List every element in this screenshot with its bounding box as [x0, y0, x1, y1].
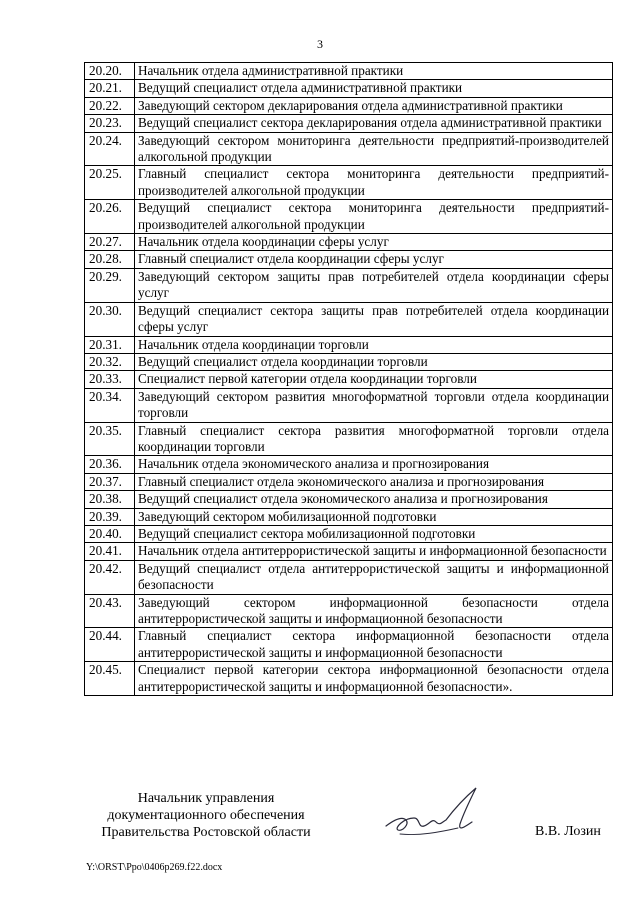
table-row [85, 80, 613, 97]
table-row [85, 268, 613, 302]
row-position-title: Заведующий сектором декларирования отдела административной практики [135, 97, 613, 114]
table-row [85, 336, 613, 353]
table-row [85, 662, 613, 696]
row-number: 20.32. [85, 353, 135, 370]
row-position-title: Заведующий сектором мониторинга деятельности предприятий-производителей алкогольной продукции [135, 132, 613, 166]
table-row [85, 543, 613, 560]
table-row [85, 473, 613, 490]
row-position-title: Главный специалист сектора информационной безопасности отдела антитеррористической защиты и информационной безопасности [135, 628, 613, 662]
row-position-title: Главный специалист отдела координации сферы услуг [135, 251, 613, 268]
row-position-title: Ведущий специалист сектора мониторинга деятельности предприятий-производителей алкогольной продукции [135, 200, 613, 234]
handwritten-signature [380, 782, 500, 852]
row-position-title: Ведущий специалист сектора мобилизационной подготовки [135, 525, 613, 542]
row-number: 20.27. [85, 234, 135, 251]
row-position-title: Заведующий сектором развития многоформатной торговли отдела координации торговли [135, 388, 613, 422]
row-position-title: Заведующий сектором защиты прав потребителей отдела координации сферы услуг [135, 268, 613, 302]
table-row [85, 132, 613, 166]
row-number: 20.41. [85, 543, 135, 560]
table-row [85, 371, 613, 388]
table-row [85, 525, 613, 542]
row-number: 20.43. [85, 594, 135, 628]
table-row [85, 115, 613, 132]
row-position-title: Главный специалист сектора мониторинга деятельности предприятий-производителей алкогольной продукции [135, 166, 613, 200]
table-row [85, 166, 613, 200]
row-position-title: Специалист первой категории отдела координации торговли [135, 371, 613, 388]
table-row [85, 628, 613, 662]
row-position-title: Специалист первой категории сектора информационной безопасности отдела антитеррористической защиты и информационной безопасности». [135, 662, 613, 696]
table-row [85, 422, 613, 456]
row-number: 20.33. [85, 371, 135, 388]
row-number: 20.44. [85, 628, 135, 662]
row-position-title: Главный специалист сектора развития многоформатной торговли отдела координации торговли [135, 422, 613, 456]
table-row [85, 63, 613, 80]
table-row [85, 456, 613, 473]
row-position-title: Заведующий сектором информационной безопасности отдела антитеррористической защиты и информационной безопасности [135, 594, 613, 628]
row-number: 20.23. [85, 115, 135, 132]
signatory-title [84, 790, 328, 841]
row-position-title: Заведующий сектором мобилизационной подготовки [135, 508, 613, 525]
file-path: Y:\ORST\Ppo\0406p269.f22.docx [86, 862, 223, 873]
row-position-title: Начальник отдела координации сферы услуг [135, 234, 613, 251]
row-number: 20.28. [85, 251, 135, 268]
row-number: 20.24. [85, 132, 135, 166]
page-number: 3 [317, 37, 323, 51]
table-row [85, 594, 613, 628]
table-row [85, 388, 613, 422]
row-number: 20.45. [85, 662, 135, 696]
row-position-title: Ведущий специалист отдела координации торговли [135, 353, 613, 370]
row-number: 20.38. [85, 491, 135, 508]
row-position-title: Начальник отдела экономического анализа и прогнозирования [135, 456, 613, 473]
table-row [85, 302, 613, 336]
signatory-title-line3: Правительства Ростовской области [101, 825, 311, 840]
row-position-title: Ведущий специалист отдела административной практики [135, 80, 613, 97]
table-row [85, 508, 613, 525]
signatory-title-line2: документационного обеспечения [107, 808, 305, 823]
row-number: 20.29. [85, 268, 135, 302]
row-number: 20.34. [85, 388, 135, 422]
row-position-title: Ведущий специалист сектора декларирования отдела административной практики [135, 115, 613, 132]
row-number: 20.42. [85, 560, 135, 594]
row-position-title: Начальник отдела антитеррористической защиты и информационной безопасности [135, 543, 613, 560]
table-row [85, 251, 613, 268]
row-position-title: Главный специалист отдела экономического анализа и прогнозирования [135, 473, 613, 490]
row-number: 20.37. [85, 473, 135, 490]
row-number: 20.31. [85, 336, 135, 353]
table-row [85, 353, 613, 370]
row-position-title: Начальник отдела административной практики [135, 63, 613, 80]
row-number: 20.22. [85, 97, 135, 114]
row-position-title: Ведущий специалист отдела антитеррористической защиты и информационной безопасности [135, 560, 613, 594]
row-position-title: Ведущий специалист сектора защиты прав потребителей отдела координации сферы услуг [135, 302, 613, 336]
row-number: 20.39. [85, 508, 135, 525]
row-number: 20.25. [85, 166, 135, 200]
row-number: 20.35. [85, 422, 135, 456]
row-number: 20.36. [85, 456, 135, 473]
table-row [85, 200, 613, 234]
signatory-name: В.В. Лозин [535, 824, 601, 839]
row-number: 20.20. [85, 63, 135, 80]
row-number: 20.30. [85, 302, 135, 336]
positions-table [84, 62, 613, 696]
row-number: 20.40. [85, 525, 135, 542]
row-position-title: Ведущий специалист отдела экономического анализа и прогнозирования [135, 491, 613, 508]
row-number: 20.26. [85, 200, 135, 234]
positions-table-body [85, 63, 613, 696]
table-row [85, 560, 613, 594]
signatory-title-line1: Начальник управления [137, 791, 275, 806]
row-number: 20.21. [85, 80, 135, 97]
table-row [85, 234, 613, 251]
table-row [85, 491, 613, 508]
table-row [85, 97, 613, 114]
row-position-title: Начальник отдела координации торговли [135, 336, 613, 353]
